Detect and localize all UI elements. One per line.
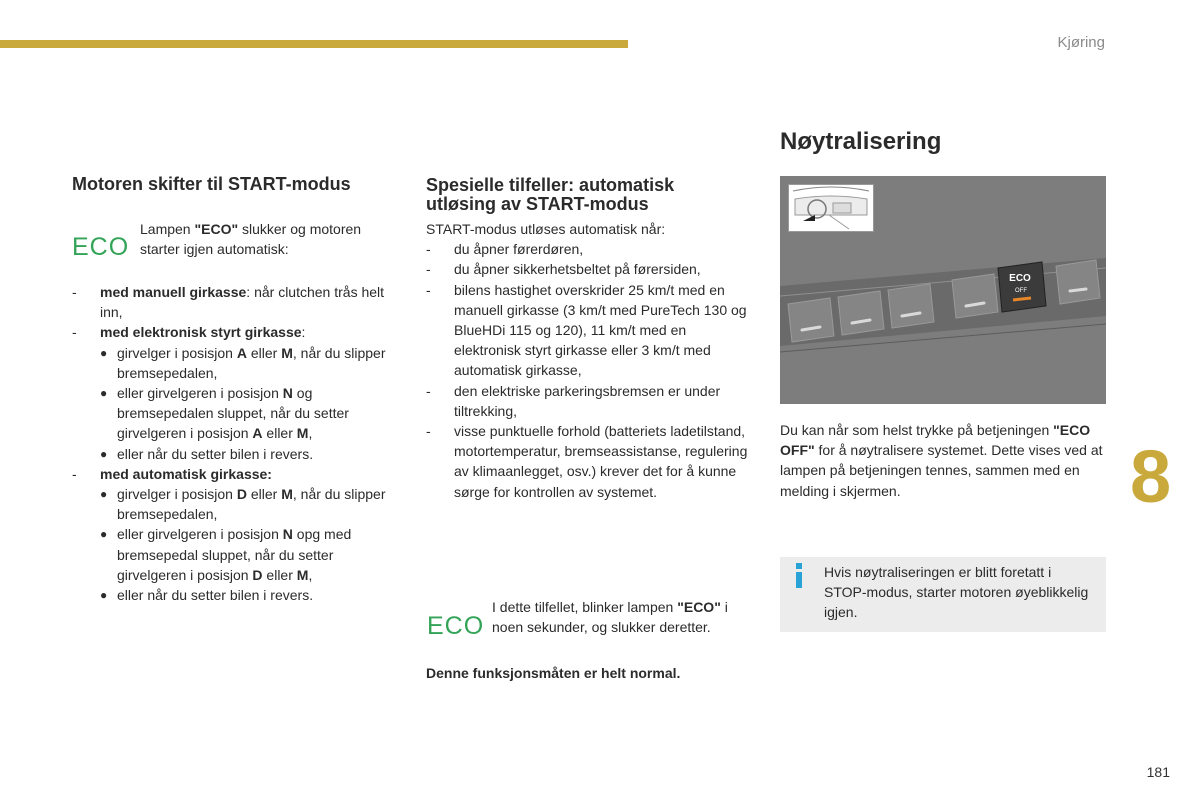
- list-item: - med manuell girkasse: når clutchen trås helt inn,: [72, 284, 385, 321]
- col3-paragraph: Du kan når som helst trykke på betjeningen "ECO OFF" for å nøytralisere systemet. Dette vises ved at lampen på betjeningen tennes, sammen med en melding i skjermen.: [780, 422, 1103, 499]
- list-item: - med elektronisk styrt girkasse:: [72, 324, 306, 341]
- col2-trigger-list: [426, 219, 756, 502]
- list-subitem: ● eller når du setter bilen i revers.: [100, 587, 314, 604]
- list-subitem: ● girvelger i posisjon D eller M, når du slipper bremsepedalen,: [100, 486, 386, 523]
- list-item: - med automatisk girkasse:: [72, 465, 272, 482]
- col2-lamp-text: I dette tilfellet, blinker lampen "ECO" i noen sekunder, og slukker deretter.: [492, 599, 728, 636]
- list-subitem: ● eller girvelgeren i posisjon N opg med bremsepedal sluppet, når du setter girvelgeren i posisjon D eller M,: [100, 526, 352, 583]
- list-item: - den elektriske parkeringsbremsen er under tiltrekking,: [426, 382, 721, 419]
- list-subitem: ● eller når du setter bilen i revers.: [100, 445, 314, 462]
- eco-indicator-icon: ECO: [72, 233, 130, 261]
- header-accent-bar: [0, 40, 628, 48]
- list-subitem: ● eller girvelgeren i posisjon N og bremsepedalen sluppet, når du setter girvelgeren i posisjon A eller M,: [100, 385, 349, 442]
- button-label-eco: ECO: [1009, 273, 1031, 284]
- list-subitem: ● girvelger i posisjon A eller M, når du slipper bremsepedalen,: [100, 344, 386, 381]
- col1-lamp-text: Lampen "ECO" slukker og motoren starter igjen automatisk:: [140, 221, 362, 258]
- dashboard-locator-inset: [788, 184, 874, 232]
- list-item: - du åpner sikkerhetsbeltet på førersiden,: [426, 261, 701, 278]
- info-icon: [796, 563, 802, 589]
- col2-intro: START-modus utløses automatisk når:: [426, 221, 666, 237]
- eco-indicator-icon: ECO: [427, 612, 485, 640]
- col2-normal-note: Denne funksjonsmåten er helt normal.: [426, 665, 681, 681]
- page-number: 181: [1146, 764, 1170, 780]
- button-label-off: OFF: [1015, 288, 1027, 294]
- chapter-number: 8: [1130, 435, 1172, 518]
- list-item: - bilens hastighet overskrider 25 km/t med en manuell girkasse (3 km/t med PureTech 130 og BlueHDi 115 og 120), 11 km/t med en elektronisk styrt girkasse eller 3 km/t med automatisk girkasse,: [426, 281, 747, 379]
- col1-heading: Motoren skifter til START-modus: [72, 174, 351, 194]
- car-interior-icon: [789, 185, 873, 231]
- col1-conditions-list: [72, 282, 392, 605]
- info-note-text: Hvis nøytraliseringen er blitt foretatt i STOP-modus, starter motoren øyeblikkelig igjen.: [824, 564, 1089, 621]
- list-item: - du åpner førerdøren,: [426, 241, 584, 258]
- section-label: Kjøring: [1057, 34, 1105, 51]
- col2-heading: Spesielle tilfeller: automatisk utløsing av START-modus: [426, 175, 675, 214]
- list-item: - visse punktuelle forhold (batteriets ladetilstand, motortemperatur, bremseassistanse, regulering av klimaanlegget, osv.) krever det for å kunne sørge for kontrollen av systemet.: [426, 423, 748, 500]
- col3-heading: Nøytralisering: [780, 128, 942, 155]
